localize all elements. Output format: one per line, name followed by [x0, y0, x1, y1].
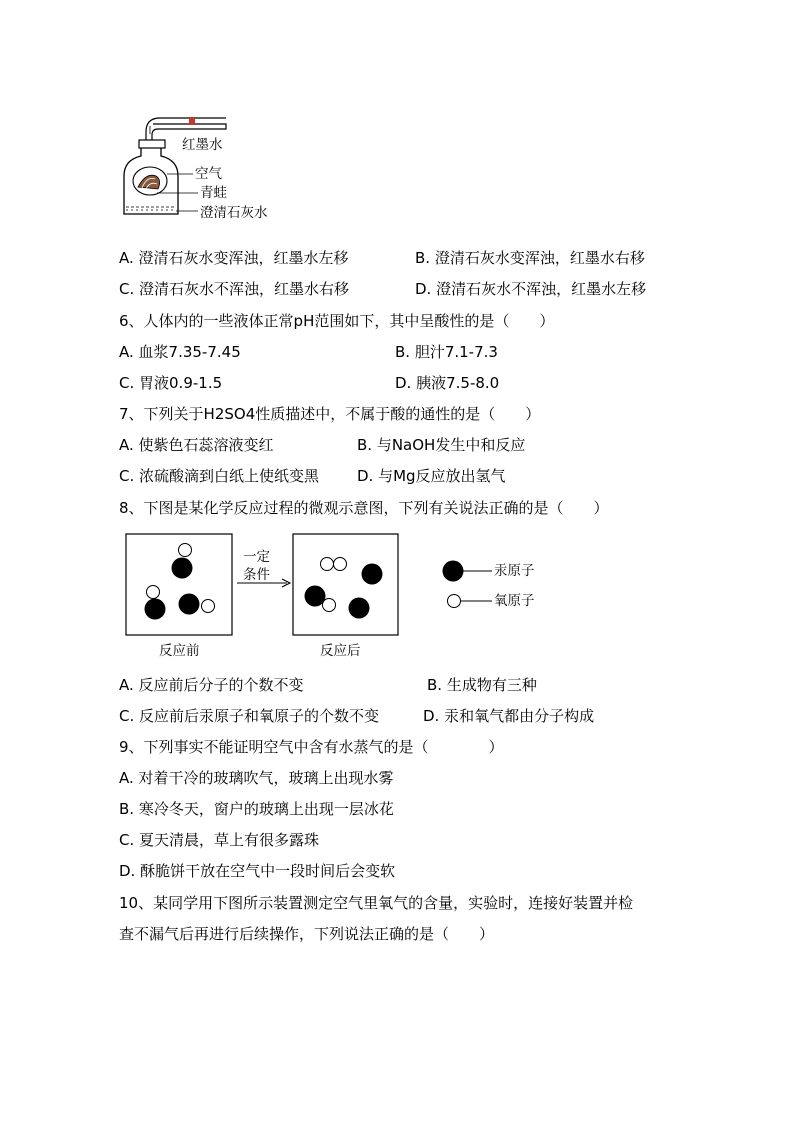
q7-stem: 7、下列关于H2SO4性质描述中，不属于酸的通性的是（ ） — [119, 405, 541, 423]
o-atom — [321, 558, 334, 571]
q8-option-a: A. 反应前后分子的个数不变 — [119, 676, 304, 694]
q6-option-b: B. 胆汁7.1-7.3 — [395, 343, 498, 361]
q6-stem: 6、人体内的一些液体正常pH范围如下，其中呈酸性的是（ ） — [119, 312, 555, 330]
legend-o-icon — [448, 595, 461, 608]
q8-option-c: C. 反应前后汞原子和氧原子的个数不变 — [119, 707, 380, 725]
q5-option-a: A. 澄清石灰水变浑浊，红墨水左移 — [119, 249, 349, 267]
q5-option-d: D. 澄清石灰水不浑浊，红墨水左移 — [415, 280, 647, 298]
legend-hg-icon — [443, 561, 464, 582]
q8-stem: 8、下图是某化学反应过程的微观示意图，下列有关说法正确的是（ ） — [119, 499, 609, 517]
q9-option-a: A. 对着干冷的玻璃吹气，玻璃上出现水雾 — [119, 769, 394, 787]
label-frog: 青蛙 — [200, 185, 227, 201]
label-before: 反应前 — [159, 643, 200, 659]
q6-option-a: A. 血浆7.35-7.45 — [119, 343, 241, 361]
o-atom — [202, 600, 215, 613]
q9-option-b: B. 寒冷冬天，窗户的玻璃上出现一层冰花 — [119, 800, 394, 818]
q7-option-a: A. 使紫色石蕊溶液变红 — [119, 436, 274, 454]
q10-stem-line2: 查不漏气后再进行后续操作，下列说法正确的是（ ） — [119, 925, 495, 943]
q5-option-b: B. 澄清石灰水变浑浊，红墨水右移 — [415, 249, 645, 267]
box-after — [293, 534, 398, 635]
o-atom — [147, 586, 160, 599]
q9-stem: 9、下列事实不能证明空气中含有水蒸气的是（ ） — [119, 738, 504, 756]
hg-atom — [349, 598, 370, 619]
o-atom — [179, 544, 192, 557]
q6-option-c: C. 胃液0.9-1.5 — [119, 374, 223, 392]
hg-atom — [145, 599, 166, 620]
label-red-ink: 红墨水 — [182, 137, 223, 153]
q5-option-c: C. 澄清石灰水不浑浊，红墨水右移 — [119, 280, 350, 298]
legend-o-label: 氧原子 — [494, 593, 535, 609]
label-air: 空气 — [195, 166, 222, 182]
o-atom — [334, 558, 347, 571]
hg-atom — [179, 594, 200, 615]
hg-atom — [172, 558, 193, 579]
arrow-label-top: 一定 — [243, 549, 270, 565]
hg-atom — [362, 564, 383, 585]
legend-hg-label: 汞原子 — [494, 563, 535, 579]
q6-option-d: D. 胰液7.5-8.0 — [395, 374, 500, 392]
arrow-label-bottom: 条件 — [243, 567, 270, 583]
o-atom — [323, 599, 336, 612]
q7-option-b: B. 与NaOH发生中和反应 — [357, 436, 526, 454]
q7-option-d: D. 与Mg反应放出氢气 — [357, 467, 506, 485]
q10-stem-line1: 10、某同学用下图所示装置测定空气里氧气的含量，实验时，连接好装置并检 — [119, 894, 634, 912]
label-after: 反应后 — [320, 643, 361, 659]
label-limewater: 澄清石灰水 — [200, 205, 268, 221]
q8-option-d: D. 汞和氧气都由分子构成 — [423, 707, 595, 725]
q7-option-c: C. 浓硫酸滴到白纸上使纸变黑 — [119, 467, 320, 485]
q9-option-d: D. 酥脆饼干放在空气中一段时间后会变软 — [119, 862, 396, 880]
q8-option-b: B. 生成物有三种 — [427, 676, 537, 694]
q9-option-c: C. 夏天清晨，草上有很多露珠 — [119, 831, 320, 849]
